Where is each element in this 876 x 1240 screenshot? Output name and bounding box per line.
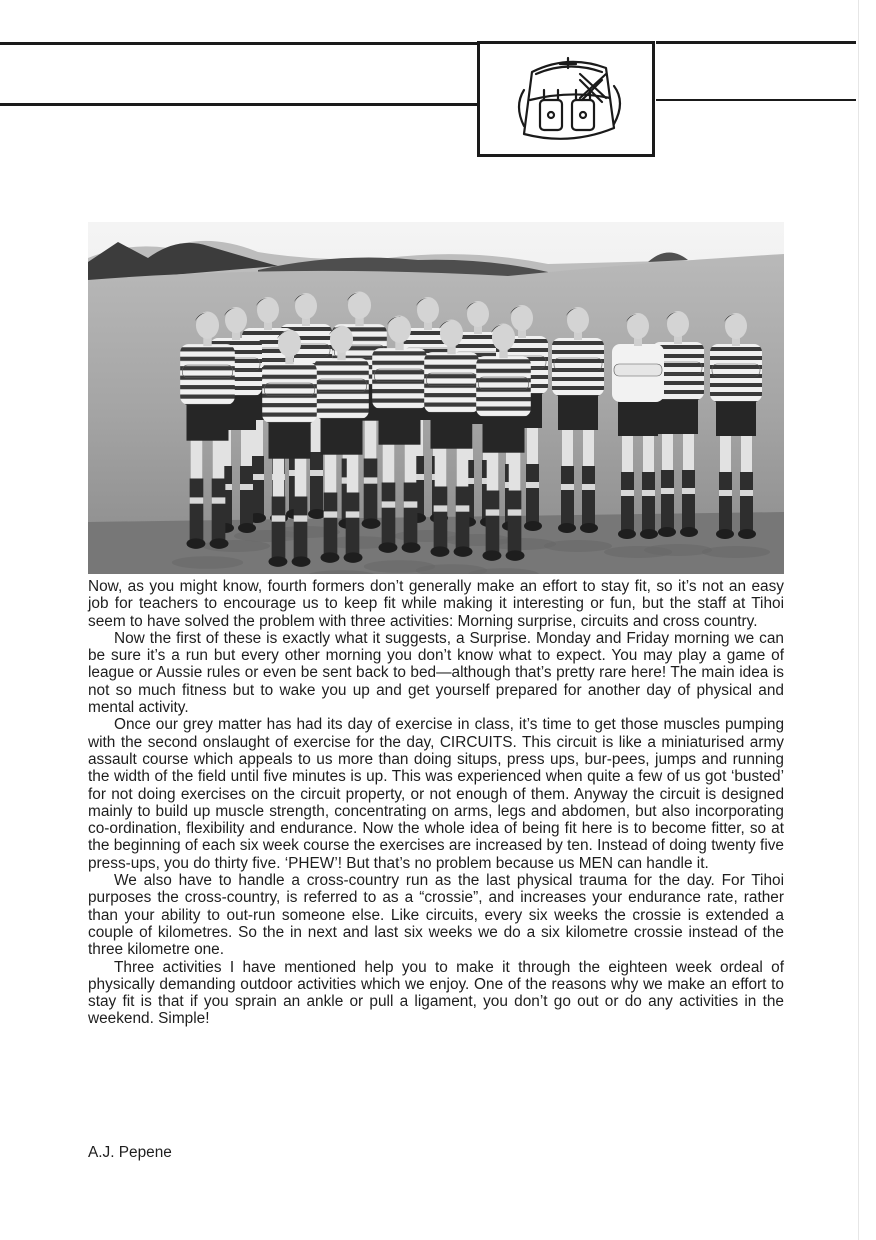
article-paragraph: Now the first of these is exactly what it suggests, a Surprise. Monday and Friday morning we can be sure it’s a run but every other morning you don’t know what to expect. You may play a game of league or Aussie rules or even be sent back to bed—although that’s pretty rare here! The main idea is not so much fitness but to wake you up and get yourself prepared for another day of physical and mental activity. xyxy=(88,629,784,717)
article-author: A.J. Pepene xyxy=(88,1144,172,1161)
article-paragraph: We also have to handle a cross-country run as the last physical trauma for the day. For Tihoi purposes the cross-country, is referred to as a “crossie”, and increases your endurance rate, rather than your ability to out-run someone else. Like circuits, every six weeks the crossie is extended a couple of kilometres. So the in next and last six weeks we do a six kilometre crossie instead of the three kilometre one. xyxy=(88,872,784,959)
header-rule-top-right xyxy=(656,41,856,44)
header-emblem-box xyxy=(477,41,655,157)
page-edge xyxy=(858,0,859,1240)
backpack-icon xyxy=(510,50,628,150)
header-rule-bottom xyxy=(0,103,478,106)
article-paragraph: Now, as you might know, fourth formers don’t generally make an effort to stay fit, so it’s not an easy job for teachers to encourage us to keep fit while making it interesting or fun, but the staff at Tihoi seem to have solved the problem with three activities: Morning surprise, circuits and cross country. xyxy=(88,578,784,630)
article-paragraph: Once our grey matter has had its day of exercise in class, it’s time to get those muscles pumping with the second onslaught of exercise for the day, CIRCUITS. This circuit is like a miniaturised army assault course which appeals to us more than doing situps, press ups, bur-pees, jumps and running the width of the field until five minutes is up. This was experienced when quite a few of us got ‘busted’ for not doing exercises on the circuit property, or not enough of them. Anyway the circuit is designed mainly to build up muscle strength, concentrating on arms, legs and abdomen, but also incorporating co-ordination, flexibility and endurance. Now the whole idea of being fit here is to become fitter, so at the beginning of each six week course the exercises are increased by ten. Instead of doing twenty five press-ups, you do thirty five. ‘PHEW’! But that’s no problem because us MEN can handle it. xyxy=(88,716,784,872)
header-rule-bottom-right xyxy=(656,99,856,101)
team-photo xyxy=(88,222,784,574)
article-body xyxy=(88,578,784,1028)
article-paragraph: Three activities I have mentioned help you to make it through the eighteen week ordeal of physically demanding outdoor activities which we enjoy. One of the reasons why we make an effort to stay fit is that if you sprain an ankle or pull a ligament, you don’t go out or do any activities in the weekend. Simple! xyxy=(88,958,784,1028)
header-rule-top xyxy=(0,42,478,45)
